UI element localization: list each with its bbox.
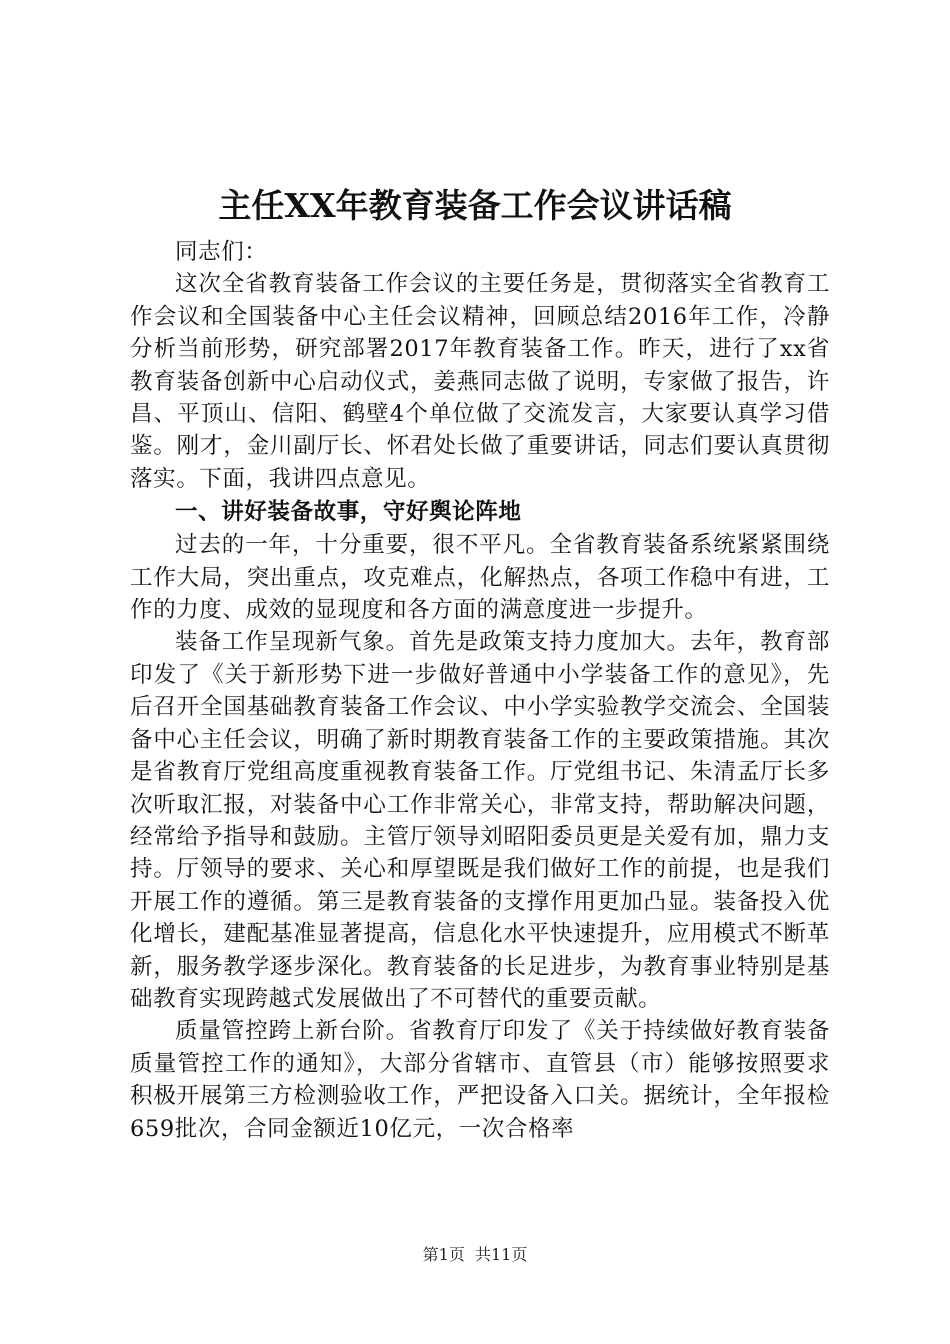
paragraph-3: 质量管控跨上新台阶。省教育厅印发了《关于持续做好教育装备质量管控工作的通知》，大部分省辖市、直管县（市）能够按照要求积极开展第三方检测验收工作，严把设备入口关。据统计，全年报检659批次，合同金额近10亿元，一次合格率 <box>130 1018 830 1142</box>
page-number: 第1页 共11页 <box>422 1245 528 1264</box>
document-title: 主任XX年教育装备工作会议讲话稿 <box>218 186 732 225</box>
section-heading-1: 一、讲好装备故事，守好舆论阵地 <box>175 499 522 526</box>
document-body <box>130 236 830 1145</box>
paragraph-1: 过去的一年，十分重要，很不平凡。全省教育装备系统紧紧围绕工作大局，突出重点，攻克难点，化解热点，各项工作稳中有进，工作的力度、成效的显现度和各方面的满意度进一步提升。 <box>130 532 830 624</box>
intro-paragraph: 这次全省教育装备工作会议的主要任务是，贯彻落实全省教育工作会议和全国装备中心主任会议精神，回顾总结2016年工作，冷静分析当前形势，研究部署2017年教育装备工作。昨天，进行了xx省教育装备创新中心启动仪式，姜燕同志做了说明，专家做了报告，许昌、平顶山、信阳、鹤壁4个单位做了交流发言，大家要认真学习借鉴。刚才，金川副厅长、怀君处长做了重要讲话，同志们要认真贯彻落实。下面，我讲四点意见。 <box>130 271 830 492</box>
paragraph-2: 装备工作呈现新气象。首先是政策支持力度加大。去年，教育部印发了《关于新形势下进一步做好普通中小学装备工作的意见》，先后召开全国基础教育装备工作会议、中小学实验教学交流会、全国装备中心主任会议，明确了新时期教育装备工作的主要政策措施。其次是省教育厅党组高度重视教育装备工作。厅党组书记、朱清孟厅长多次听取汇报，对装备中心工作非常关心，非常支持，帮助解决问题，经常给予指导和鼓励。主管厅领导刘昭阳委员更是关爱有加，鼎力支持。厅领导的要求、关心和厚望既是我们做好工作的前提，也是我们开展工作的遵循。第三是教育装备的支撑作用更加凸显。装备投入优化增长，建配基准显著提高，信息化水平快速提升，应用模式不断革新，服务教学逐步深化。教育装备的长足进步，为教育事业特别是基础教育实现跨越式发展做出了不可替代的重要贡献。 <box>130 629 830 1012</box>
salutation: 同志们： <box>175 239 268 265</box>
page-footer <box>0 1245 950 1265</box>
